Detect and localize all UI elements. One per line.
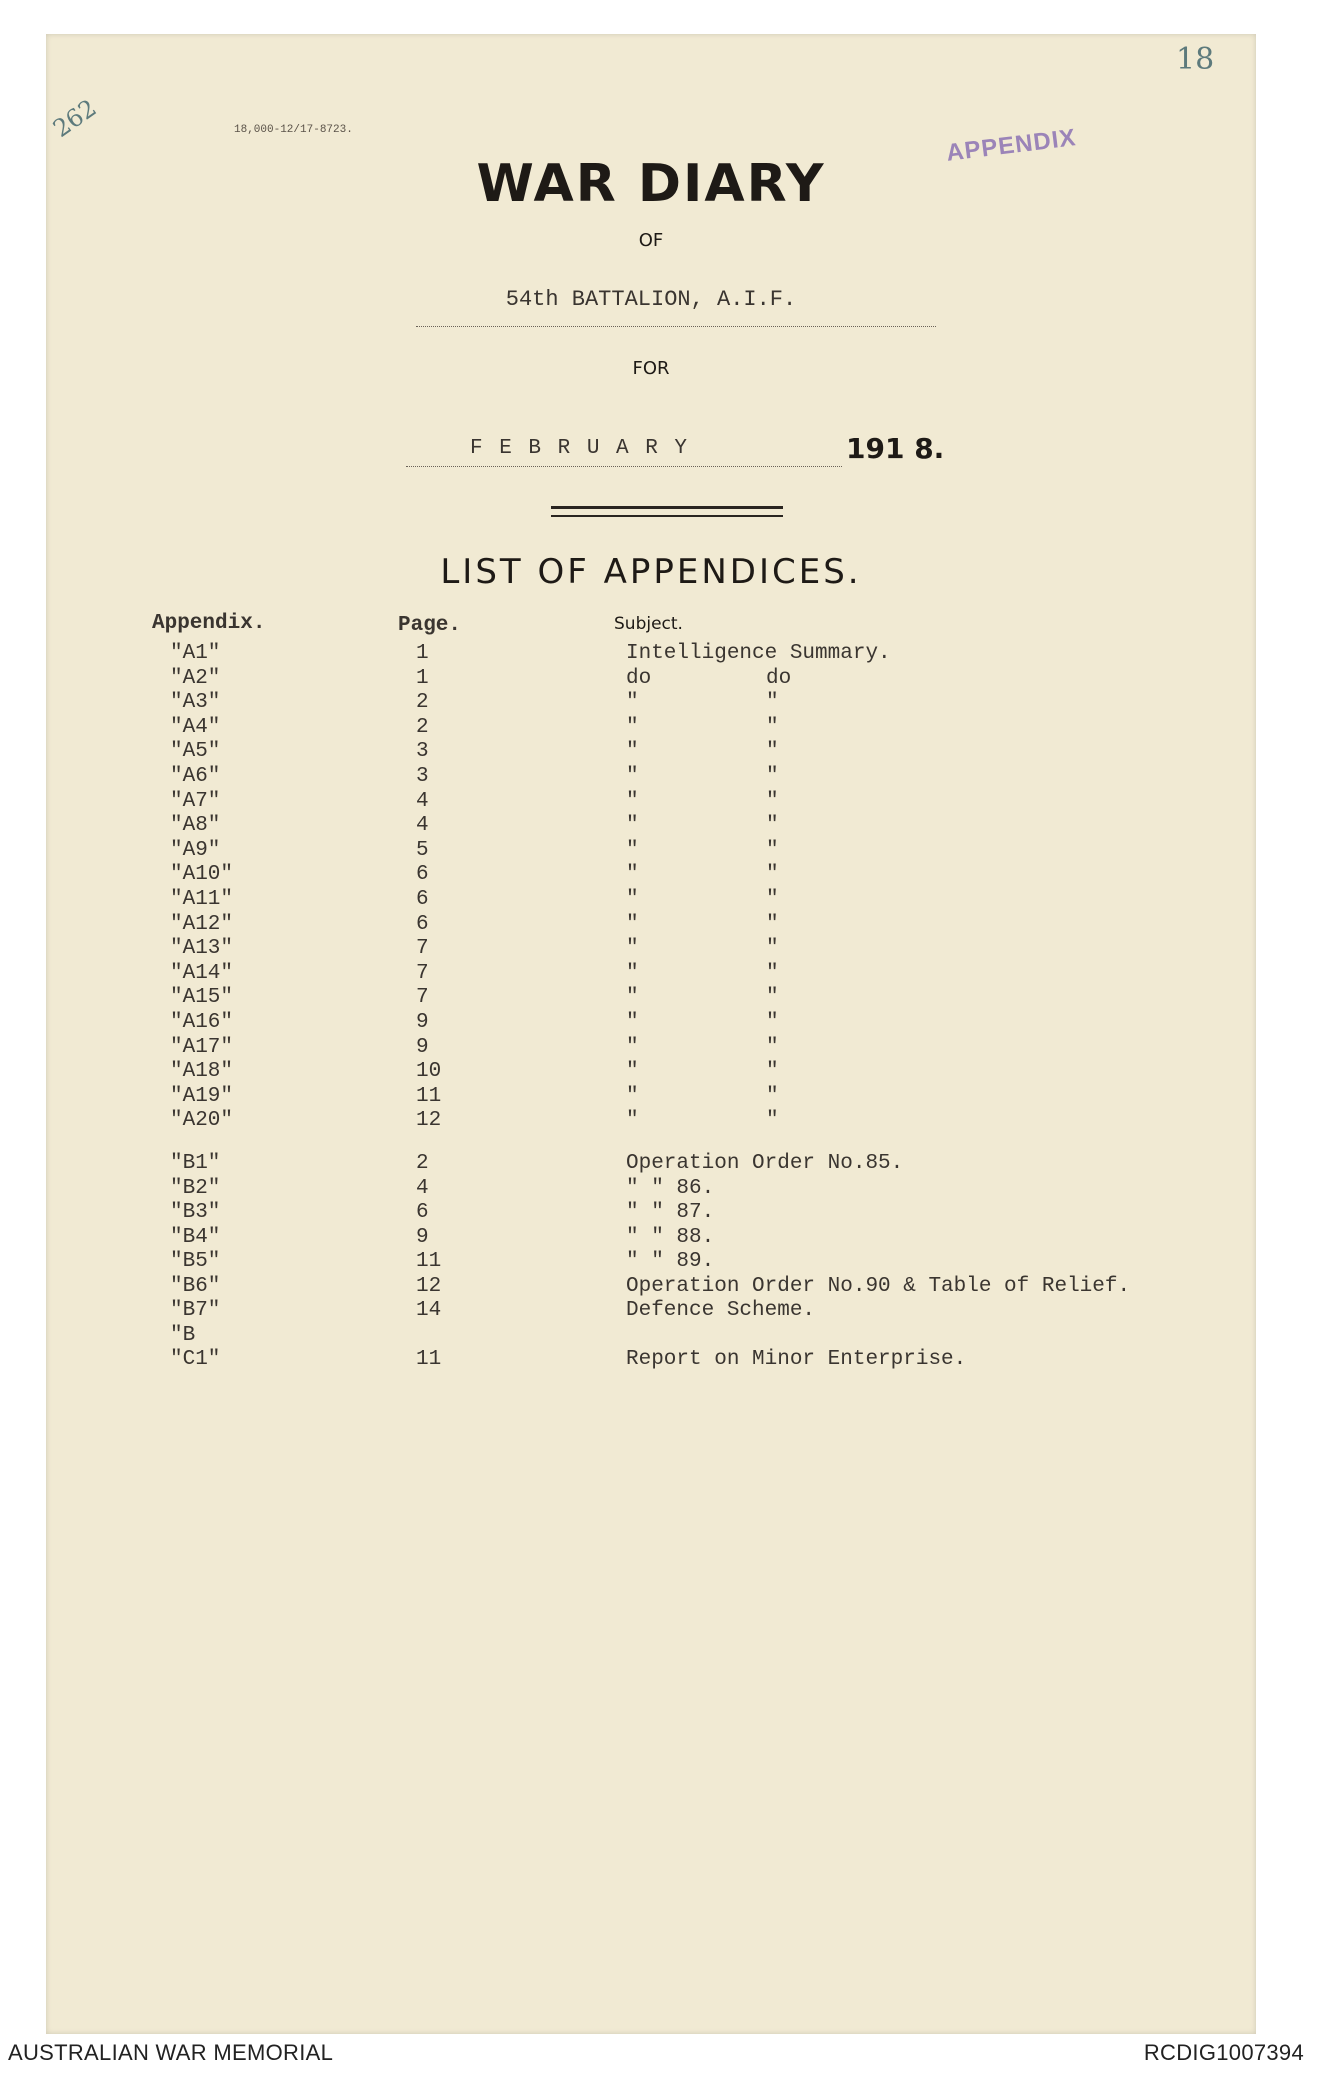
- table-row: [46, 986, 1256, 1011]
- page-number: 9: [416, 1225, 429, 1249]
- subject-text: ": [626, 715, 639, 739]
- subject-text: ": [626, 740, 639, 764]
- appendix-id: "B5": [170, 1250, 221, 1273]
- subject-text: ": [626, 961, 639, 985]
- subject-ditto: ": [766, 691, 779, 715]
- subject-ditto: ": [766, 715, 779, 739]
- appendix-id: "A12": [170, 912, 234, 936]
- page-number: 6: [416, 1201, 429, 1224]
- appendix-id: "B3": [170, 1201, 221, 1224]
- subject-text: ": [626, 1035, 639, 1059]
- month-field: F E B R U A R Y: [470, 437, 690, 460]
- subject-ditto: ": [766, 1084, 779, 1108]
- subject-text: ": [626, 1011, 639, 1034]
- subject-text: ": [626, 986, 639, 1010]
- subject-ditto: ": [766, 888, 779, 911]
- table-row: [46, 1324, 1256, 1349]
- page-number: 4: [416, 814, 429, 838]
- appendix-id: "A19": [170, 1084, 234, 1108]
- appendix-id: "A14": [170, 961, 234, 985]
- print-code: 18,000-12/17-8723.: [234, 124, 353, 136]
- page-number: 10: [416, 1060, 442, 1084]
- subject-text: ": [626, 937, 639, 961]
- appendix-id: "A10": [170, 863, 234, 887]
- subject-text: Operation Order No.85.: [626, 1152, 904, 1175]
- subject-text: " " 88.: [626, 1225, 715, 1249]
- subject-ditto: ": [766, 740, 779, 764]
- subject-ditto: ": [766, 838, 779, 862]
- subject-ditto: ": [766, 765, 779, 788]
- appendix-id: "B7": [170, 1299, 221, 1322]
- year-field: 191 8.: [846, 432, 945, 465]
- page-number: 7: [416, 986, 429, 1010]
- document-page: [46, 34, 1256, 2034]
- of-label: OF: [638, 230, 664, 251]
- table-row: [46, 888, 1256, 913]
- appendix-id: "A2": [170, 666, 221, 690]
- table-row: [46, 1085, 1256, 1110]
- appendix-id: "A20": [170, 1109, 234, 1133]
- appendix-id: "A11": [170, 888, 234, 911]
- appendix-id: "A15": [170, 986, 234, 1010]
- subject-text: ": [626, 863, 639, 887]
- table-row: [46, 913, 1256, 938]
- page-number: 11: [416, 1084, 442, 1108]
- table-row: [46, 1275, 1256, 1300]
- column-page-header: Page.: [398, 614, 462, 637]
- subject-ditto: ": [766, 1035, 779, 1059]
- page-number: 14: [416, 1299, 442, 1322]
- page-number: 6: [416, 863, 429, 887]
- table-row: [46, 765, 1256, 790]
- list-heading: LIST OF APPENDICES.: [440, 552, 862, 592]
- subject-text: " " 86.: [626, 1176, 715, 1200]
- table-row: [46, 1226, 1256, 1251]
- table-row: [46, 642, 1256, 667]
- appendix-id: "A7": [170, 789, 221, 813]
- table-row: [46, 1152, 1256, 1177]
- subject-text: Operation Order No.90 & Table of Relief.: [626, 1274, 1131, 1298]
- table-row: [46, 1177, 1256, 1202]
- table-row: [46, 962, 1256, 987]
- appendix-id: "A3": [170, 691, 221, 715]
- subject-text: ": [626, 838, 639, 862]
- footer-source: AUSTRALIAN WAR MEMORIAL: [8, 2040, 334, 2065]
- page-number: 1: [416, 642, 429, 665]
- page-number: 2: [416, 691, 429, 715]
- table-row: [46, 790, 1256, 815]
- page-number: 4: [416, 1176, 429, 1200]
- page-number: 5: [416, 838, 429, 862]
- subject-text: ": [626, 912, 639, 936]
- appendix-id: "A9": [170, 838, 221, 862]
- subject-text: " " 89.: [626, 1250, 715, 1273]
- page-number: 9: [416, 1035, 429, 1059]
- table-row: [46, 1060, 1256, 1085]
- page-number: 3: [416, 740, 429, 764]
- subject-ditto: ": [766, 961, 779, 985]
- appendix-id: "A8": [170, 814, 221, 838]
- subject-ditto: do: [766, 666, 792, 690]
- page-number: 6: [416, 912, 429, 936]
- subject-text: ": [626, 691, 639, 715]
- subject-text: ": [626, 888, 639, 911]
- for-label: FOR: [632, 358, 670, 379]
- appendix-id: "A1": [170, 642, 221, 665]
- page-number: 4: [416, 789, 429, 813]
- subject-ditto: ": [766, 863, 779, 887]
- double-rule: [551, 506, 783, 517]
- appendix-id: "A5": [170, 740, 221, 764]
- appendix-stamp: APPENDIX: [944, 124, 1078, 167]
- table-row: [46, 1011, 1256, 1036]
- page-number: 12: [416, 1274, 442, 1298]
- table-row: [46, 667, 1256, 692]
- table-row: [46, 1250, 1256, 1275]
- appendix-id: "B6": [170, 1274, 221, 1298]
- subject-ditto: ": [766, 1060, 779, 1084]
- column-subject-header: Subject.: [614, 614, 683, 634]
- subject-text: ": [626, 1084, 639, 1108]
- appendix-id: "C1": [170, 1348, 221, 1371]
- subject-text: Intelligence Summary.: [626, 642, 891, 665]
- appendix-id: "A4": [170, 715, 221, 739]
- appendix-id: "B4": [170, 1225, 221, 1249]
- table-row: [46, 716, 1256, 741]
- table-row: [46, 691, 1256, 716]
- appendix-id: "A6": [170, 765, 221, 788]
- page-number: 12: [416, 1109, 442, 1133]
- subject-text: ": [626, 765, 639, 788]
- footer-id: RCDIG1007394: [1143, 2040, 1304, 2065]
- table-row: [46, 1348, 1256, 1373]
- subject-text: ": [626, 789, 639, 813]
- subject-ditto: ": [766, 1109, 779, 1133]
- appendix-id: "B1": [170, 1152, 221, 1175]
- month-underline: [406, 466, 842, 467]
- subject-ditto: ": [766, 814, 779, 838]
- subject-ditto: ": [766, 912, 779, 936]
- page-number: 6: [416, 888, 429, 911]
- page-number: 3: [416, 765, 429, 788]
- table-row: [46, 839, 1256, 864]
- table-row: [46, 1109, 1256, 1134]
- table-row: [46, 740, 1256, 765]
- page-number: 1: [416, 666, 429, 690]
- subject-ditto: ": [766, 986, 779, 1010]
- folio-number: 18: [1176, 42, 1215, 77]
- appendix-id: "A18": [170, 1060, 234, 1084]
- page-number: 11: [416, 1348, 442, 1371]
- table-row: [46, 1036, 1256, 1061]
- page-number: 9: [416, 1011, 429, 1034]
- appendix-id: "B2": [170, 1176, 221, 1200]
- column-appendix-header: Appendix.: [152, 612, 266, 635]
- appendix-id: "A13": [170, 937, 234, 961]
- appendix-id: "B: [170, 1323, 196, 1347]
- page-number: 7: [416, 937, 429, 961]
- unit-underline: [416, 326, 936, 327]
- subject-text: Report on Minor Enterprise.: [626, 1348, 967, 1371]
- subject-ditto: ": [766, 937, 779, 961]
- table-row: [46, 1201, 1256, 1226]
- appendix-id: "A16": [170, 1011, 234, 1034]
- subject-text: ": [626, 1060, 639, 1084]
- handwritten-page-number: 262: [48, 93, 102, 143]
- subject-text: ": [626, 1109, 639, 1133]
- table-row: [46, 937, 1256, 962]
- appendix-id: "A17": [170, 1035, 234, 1059]
- page-number: 2: [416, 1152, 429, 1175]
- table-row: [46, 814, 1256, 839]
- subject-text: Defence Scheme.: [626, 1299, 816, 1322]
- table-row: [46, 1299, 1256, 1324]
- diary-title: WAR DIARY: [476, 154, 826, 214]
- page-number: 2: [416, 715, 429, 739]
- page-number: 7: [416, 961, 429, 985]
- page-number: 11: [416, 1250, 442, 1273]
- unit-name: 54th BATTALION, A.I.F.: [505, 287, 797, 312]
- subject-ditto: ": [766, 1011, 779, 1034]
- subject-text: ": [626, 814, 639, 838]
- subject-text: " " 87.: [626, 1201, 715, 1224]
- subject-ditto: ": [766, 789, 779, 813]
- table-row: [46, 863, 1256, 888]
- subject-text: do: [626, 666, 652, 690]
